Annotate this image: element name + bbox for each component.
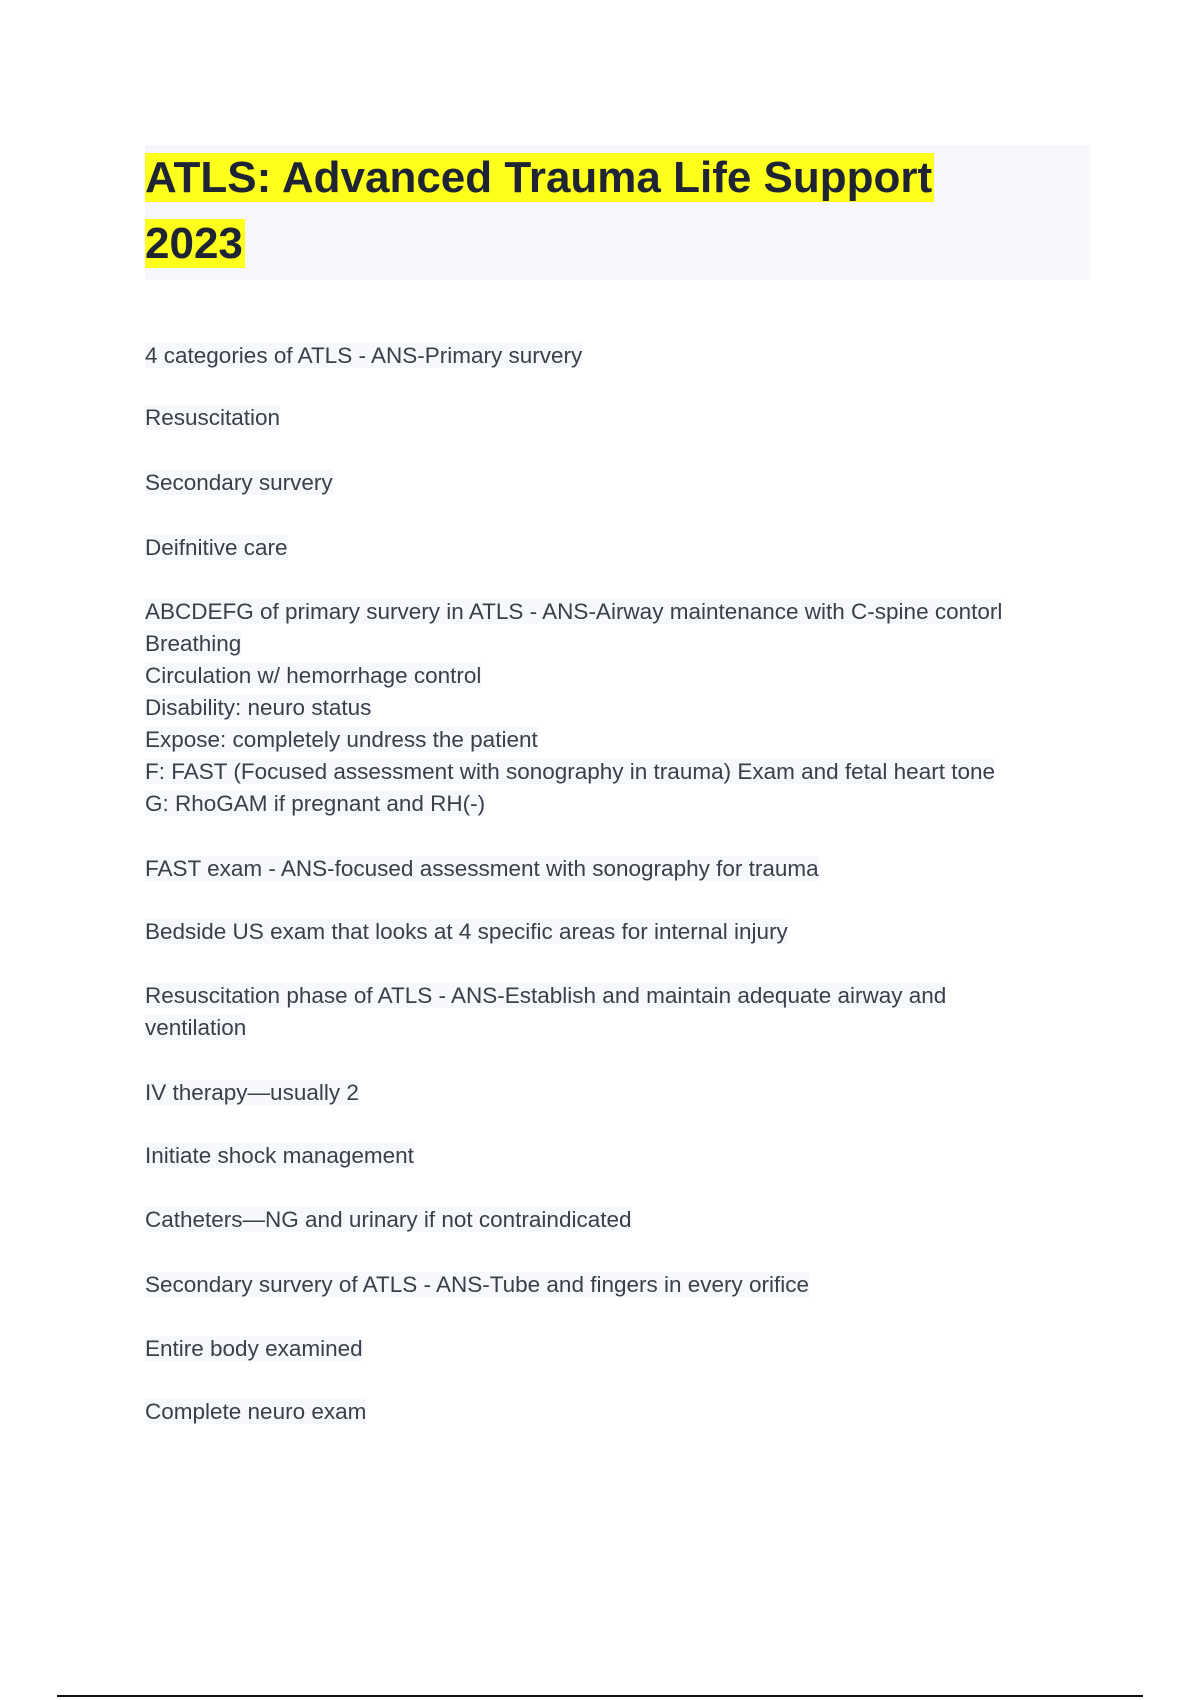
paragraph-categories: 4 categories of ATLS - ANS-Primary survery: [145, 343, 583, 368]
paragraph-neuro-exam: Complete neuro exam: [145, 1399, 367, 1424]
title-block: [145, 145, 1090, 280]
paragraph-entire-body: Entire body examined: [145, 1336, 363, 1361]
paragraph-secondary-survey: Secondary survery: [145, 470, 333, 495]
paragraph-fast-exam: FAST exam - ANS-focused assessment with sonography for trauma: [145, 856, 819, 881]
paragraph-definitive-care: Deifnitive care: [145, 535, 288, 560]
title-line-1: ATLS: Advanced Trauma Life Support: [145, 153, 933, 202]
paragraph-resuscitation-phase: Resuscitation phase of ATLS - ANS-Establish and maintain adequate airway and ventilation: [145, 983, 947, 1040]
paragraph-iv-therapy: IV therapy—usually 2: [145, 1080, 359, 1105]
paragraph-bedside-us: Bedside US exam that looks at 4 specific areas for internal injury: [145, 919, 788, 944]
paragraph-abcdefg: ABCDEFG of primary survery in ATLS - ANS-Airway maintenance with C-spine contorl Breathing Circulation w/ hemorrhage control Disability: neuro status Expose: completely undress the patient F: FAST (Focused assessment with sonography in trauma) Exam and fetal heart tone G: RhoGAM if pregnant and RH(-): [145, 599, 1003, 816]
paragraph-secondary-survey-atls: Secondary survery of ATLS - ANS-Tube and fingers in every orifice: [145, 1272, 810, 1297]
paragraph-catheters: Catheters—NG and urinary if not contraindicated: [145, 1207, 632, 1232]
paragraph-shock-management: Initiate shock management: [145, 1143, 414, 1168]
page-bottom-rule: [57, 1695, 1143, 1697]
paragraph-resuscitation: Resuscitation: [145, 405, 281, 430]
title-line-2: 2023: [145, 219, 243, 268]
document-title: [145, 145, 1090, 277]
